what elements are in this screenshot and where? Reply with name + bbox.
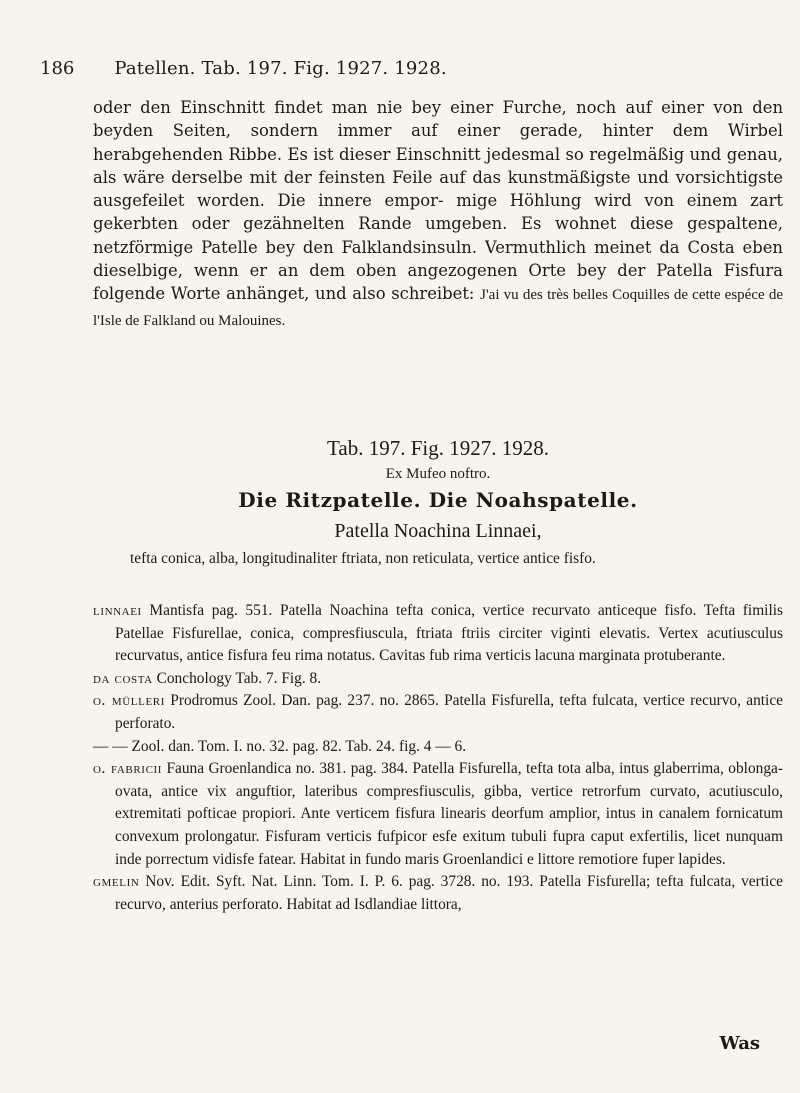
- reference-author: o. fabricii: [93, 760, 163, 778]
- reference-text: Nov. Edit. Syft. Nat. Linn. Tom. I. P. 6. pag. 3728. no. 193. Patella Fisfurella; tefta fulcata, vertice recurvo, anterius perforato. Habitat ad Isdlandiae littora,: [115, 873, 783, 913]
- species-name: Patella Noachina Linnaei,: [334, 520, 542, 542]
- reference-entry: [93, 600, 783, 668]
- plate-reference: Tab. 197. Fig. 1927. 1928.: [327, 436, 549, 460]
- reference-entry: [93, 736, 783, 759]
- species-diagnosis: tefta conica, alba, longitudinaliter ftriata, non reticulata, vertice antice fisfo.: [130, 550, 596, 567]
- reference-entry: [93, 690, 783, 735]
- reference-author: da costa: [93, 669, 153, 687]
- reference-author: — —: [93, 737, 128, 755]
- german-paragraph: [93, 96, 783, 333]
- reference-text: Conchology Tab. 7. Fig. 8.: [156, 669, 322, 687]
- german-common-names: Die Ritzpatelle. Die Noahspatelle.: [238, 488, 638, 512]
- collection-note: Ex Mufeo noftro.: [385, 466, 491, 482]
- running-title: Patellen. Tab. 197. Fig. 1927. 1928.: [114, 58, 447, 79]
- german-text: oder den Einschnitt findet man nie bey einer Furche, noch auf einer von den beyden Seiten, sondern immer auf einer gerade, hinter dem Wirbel herabgehenden Ribbe. Es ist dieser Einschnitt jedesmal so regelmäßig und genau, als wäre derselbe mit der feinsten Feile auf das kunstmäßigste und vorsichtigste ausgefeilet worden. Die innere empor- mige Höhlung wird von einem zart gekerbten oder gezähnelten Rande umgeben. Es wohnet diese gespaltene, netzförmige Patelle bey den Falklandsinsuln. Vermuthlich meinet da Costa eben dieselbige, wenn er an dem oben angezogenen Orte bey der Patella Fisfura folgende Worte anhänget, und also schreibet:: [93, 98, 783, 304]
- page-header: [40, 58, 760, 79]
- french-quote: J'ai vu des très belles Coquilles de cette espéce de l'Isle de Falkland ou Malouines.: [93, 287, 783, 329]
- references-list: [93, 600, 783, 916]
- reference-author: linnaei: [93, 602, 142, 619]
- reference-text: Prodromus Zool. Dan. pag. 237. no. 2865. Patella Fisfurella, tefta fulcata, vertice recurvo, antice perforato.: [115, 692, 783, 732]
- reference-author: gmelin: [93, 873, 140, 891]
- reference-author: o. mülleri: [93, 692, 165, 710]
- page-number: 186: [40, 58, 75, 79]
- reference-text: Fauna Groenlandica no. 381. pag. 384. Patella Fisfurella, tefta tota alba, intus glaberrima, oblonga-ovata, antice vix anguftior, lateribus compresfiusculis, gibba, vertice retrorfum curvato, acutiusculo, extremitati pofticae propiori. Ante verticem fisfura linearis deorfum amplior, intus in canalem fornicatum convexum prolongatur. Fisfuram verticis fufpicor esfe exitum tubuli fupra caput exfertilis, licet nunquam inde porrectum vidisfe fatear. Habitat in fundo maris Groenlandici e littore remotiore fuper lapides.: [115, 760, 783, 868]
- reference-entry: [93, 871, 783, 916]
- reference-entry: [93, 668, 783, 691]
- reference-text: Mantisfa pag. 551. Patella Noachina tefta conica, vertice recurvato anticeque fisfo. Tefta fimilis Patellae Fisfurellae, conica, compresfiuscula, ftriata ftriis circiter viginti elevatis. Vertex acutiusculus recurvatus, antice fisfura feu rima notatus. Cavitas fub rima verticis lacuna marginata protuberante.: [115, 602, 783, 665]
- reference-text: Zool. dan. Tom. I. no. 32. pag. 82. Tab. 24. fig. 4 — 6.: [131, 737, 467, 755]
- catchword: Was: [719, 1033, 760, 1054]
- reference-entry: [93, 758, 783, 871]
